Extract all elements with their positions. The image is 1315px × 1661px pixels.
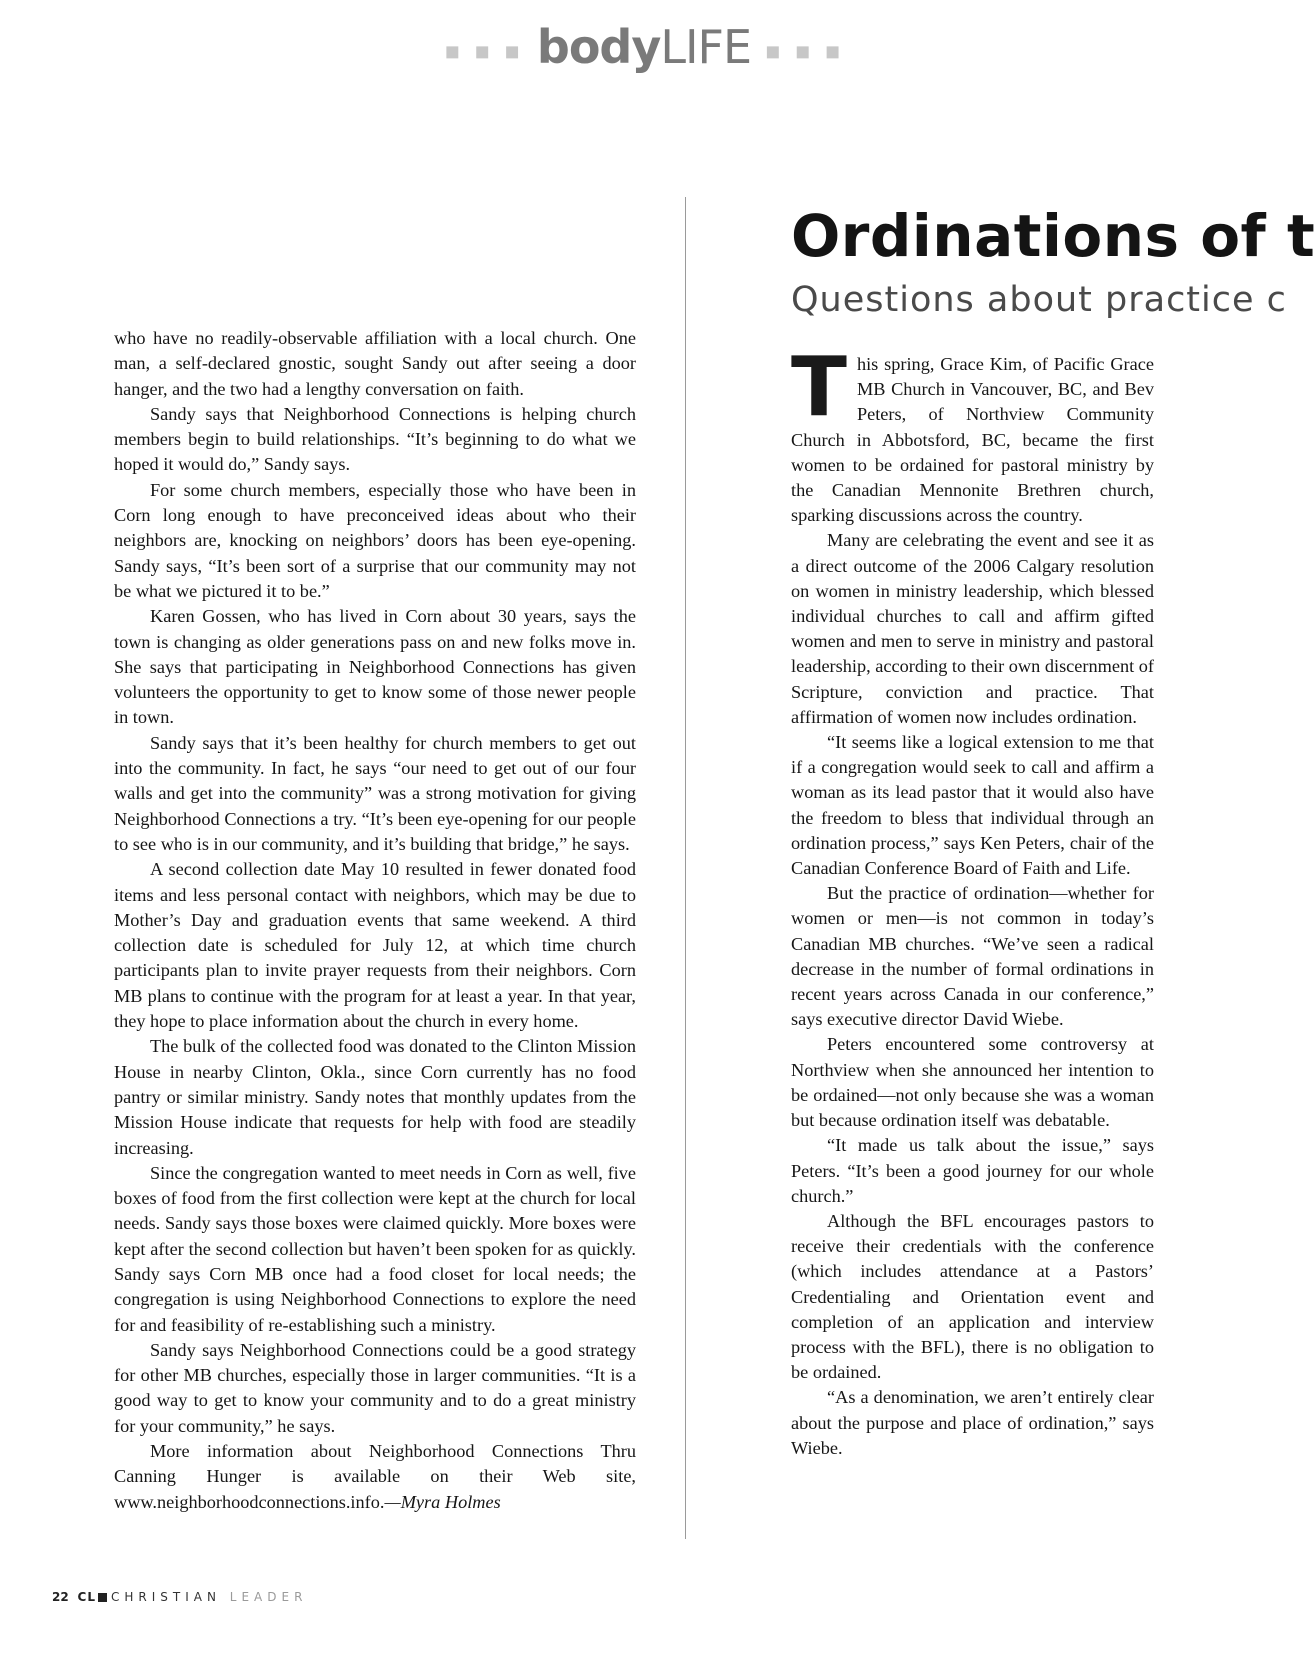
left-paragraph: Sandy says that Neighborhood Connections is helping church members begin to build relationships. “It’s beginning to do what we hoped it would do,” Sandy says. — [114, 403, 636, 475]
column-divider — [685, 197, 686, 1539]
article-subtitle: Questions about practice c — [791, 280, 1287, 320]
left-paragraph-text: More information about Neighborhood Connections Thru Canning Hunger is available on their Web site, www.neighborhoodconnections.info. — [114, 1441, 636, 1512]
left-paragraph-last — [114, 1439, 636, 1515]
section-header — [0, 20, 1288, 74]
article-paragraph: “It made us talk about the issue,” says Peters. “It’s been a good journey for our whole church.” — [791, 1135, 1154, 1206]
header-dots-left: ▪ ▪ ▪ — [444, 36, 524, 65]
footer-square-mark — [98, 1593, 107, 1602]
header-dots-right: ▪ ▪ ▪ — [764, 36, 844, 65]
page-number: 22 — [52, 1590, 69, 1604]
left-paragraph: Since the congregation wanted to meet needs in Corn as well, five boxes of food from the first collection were kept at the church for local needs. Sandy says those boxes were claimed quickly. More boxes were kept after the second collection but haven’t been spoken for as quickly. Sandy says Corn MB once had a food closet for local needs; the congregation is using Neighborhood Connections to explore the need for and feasibility of re-establishing such a ministry. — [114, 1162, 636, 1335]
first-paragraph-text: his spring, Grace Kim, of Pacific Grace MB Church in Vancouver, BC, and Bev Peters, of Northview Community Church in Abbotsford, BC, became the first women to be ordained for pastoral ministry by the Canadian Mennonite Brethren church, sparking discussions across the country. — [791, 354, 1154, 526]
article-paragraph: Many are celebrating the event and see it as a direct outcome of the 2006 Calgary resolution on women in ministry leadership, which blessed individual churches to call and affirm gifted women and men to serve in ministry and pastoral leadership, according to their own discernment of Scripture, conviction and practice. That affirmation of women now includes ordination. — [791, 530, 1154, 727]
article-paragraph: Although the BFL encourages pastors to receive their credentials with the conference (which includes attendance at a Pastors’ Credentialing and Orientation event and completion of an application and interview process with the BFL), there is no obligation to be ordained. — [791, 1210, 1154, 1383]
left-paragraph: Sandy says Neighborhood Connections could be a good strategy for other MB churches, especially those in larger communities. “It is a good way to get to know your community and to do a great ministry for your community,” he says. — [114, 1339, 636, 1436]
left-paragraph: For some church members, especially those who have been in Corn long enough to have preconceived ideas about who their neighbors are, knocking on neighbors’ doors has been eye-opening. Sandy says, “It’s been sort of a surprise that our community may not be what we pictured it to be.” — [114, 479, 636, 601]
author-byline: —Myra Holmes — [384, 1491, 501, 1512]
left-column-article-continuation — [114, 326, 636, 1515]
left-paragraph: who have no readily-observable affiliation with a local church. One man, a self-declared gnostic, sought Sandy out after seeing a door hanger, and the two had a lengthy conversation on faith. — [114, 328, 636, 399]
section-name-bold: body — [536, 20, 661, 74]
article-paragraph: “It seems like a logical extension to me that if a congregation would seek to call and affirm a woman as its lead pastor that it would also have the freedom to bless that individual through an ordination process,” says Ken Peters, chair of the Canadian Conference Board of Faith and Life. — [791, 732, 1154, 879]
article-paragraph: “As a denomination, we aren’t entirely clear about the purpose and place of ordination,” says Wiebe. — [791, 1387, 1154, 1458]
drop-cap: T — [791, 340, 847, 435]
article-title: Ordinations of t — [791, 202, 1315, 270]
first-paragraph — [791, 340, 1154, 528]
publication-name-part2: LEADER — [229, 1590, 308, 1604]
left-paragraph: The bulk of the collected food was donated to the Clinton Mission House in nearby Clinton, Okla., since Corn currently has no food pantry or similar ministry. Sandy notes that monthly updates from the Mission House indicate that requests for help with food are steadily increasing. — [114, 1036, 636, 1158]
left-paragraph: A second collection date May 10 resulted in fewer donated food items and less personal contact with neighbors, which may be due to Mother’s Day and graduation events that same weekend. A third collection date is scheduled for July 12, at which time church participants plan to invite prayer requests from their neighbors. Corn MB plans to continue with the program for at least a year. In that year, they hope to place information about the church in every home. — [114, 859, 636, 1032]
publication-abbrev: CL — [77, 1590, 96, 1604]
page-footer — [52, 1590, 307, 1604]
section-name-light: LIFE — [660, 20, 752, 74]
left-paragraph: Sandy says that it’s been healthy for church members to get out into the community. In fact, he says “our need to get out of our four walls and get into the community” was a strong motivation for giving Neighborhood Connections a try. “It’s been eye-opening for our people to see who is in our community, and it’s building that bridge,” he says. — [114, 732, 636, 854]
left-paragraph: Karen Gossen, who has lived in Corn about 30 years, says the town is changing as older generations pass on and new folks move in. She says that participating in Neighborhood Connections has given volunteers the opportunity to get to know some of those newer people in town. — [114, 606, 636, 728]
right-column-article — [791, 340, 1154, 1461]
publication-name-part1: CHRISTIAN — [110, 1590, 221, 1604]
article-paragraph: But the practice of ordination—whether for women or men—is not common in today’s Canadian MB churches. “We’ve seen a radical decrease in the number of formal ordinations in recent years across Canada in our conference,” says executive director David Wiebe. — [791, 883, 1154, 1030]
article-paragraph: Peters encountered some controversy at Northview when she announced her intention to be ordained—not only because she was a woman but because ordination itself was debatable. — [791, 1034, 1154, 1131]
